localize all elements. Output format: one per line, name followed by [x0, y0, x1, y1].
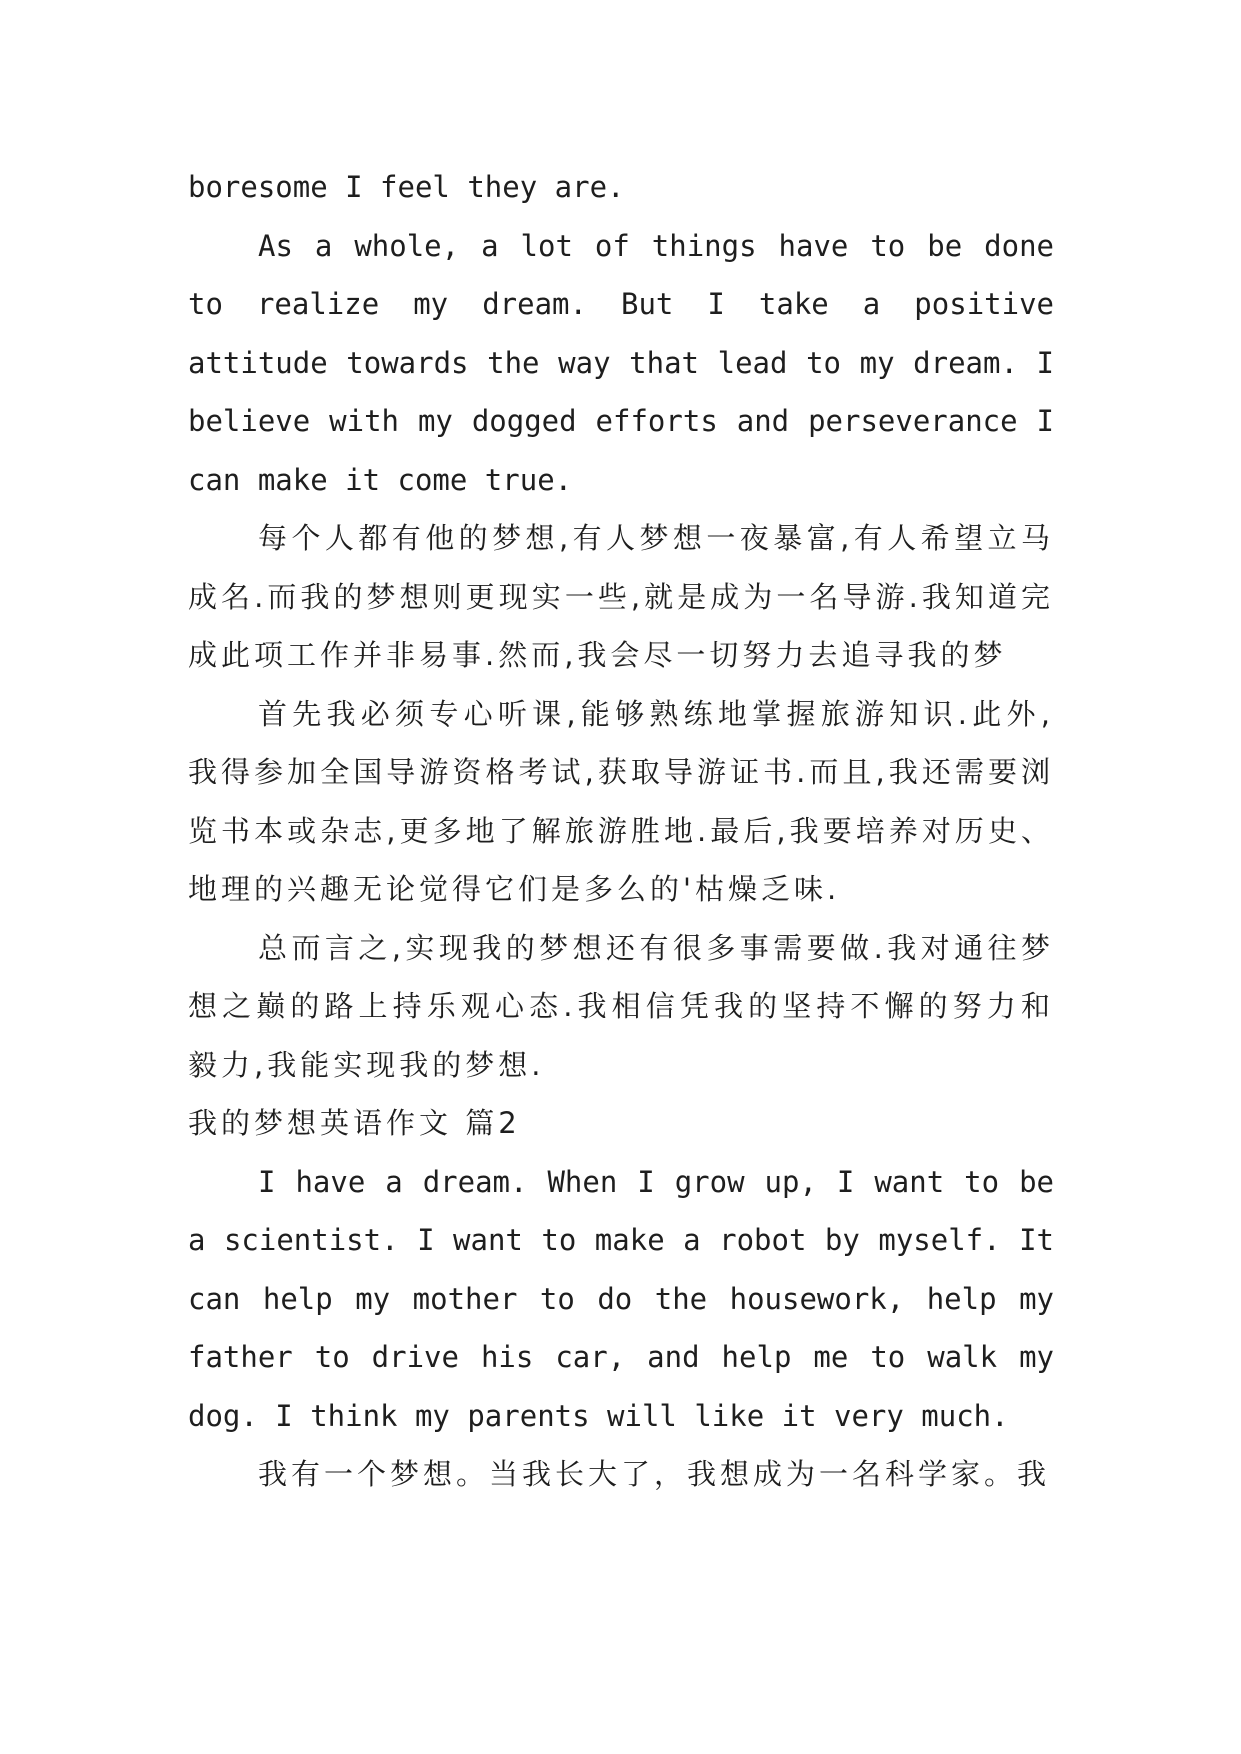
paragraph-english-conclusion: As a whole, a lot of things have to be done to realize my dream. But I take a positive attitude towards the way that lead to my dream. I believe with my dogged efforts and perseverance I can make it come true. [188, 228, 1054, 497]
paragraph-english-dream: I have a dream. When I grow up, I want to be a scientist. I want to make a robot by myself. It can help my mother to do the housework, help my father to drive his car, and help me to walk my dog. I think my parents will like it very much. [188, 1164, 1054, 1433]
paragraph-chinese-conclusion: 总而言之,实现我的梦想还有很多事需要做.我对通往梦想之巅的路上持乐观心态.我相信凭我的坚持不懈的努力和毅力,我能实现我的梦想. [188, 930, 1054, 1082]
paragraph-chinese-intro: 每个人都有他的梦想,有人梦想一夜暴富,有人希望立马成名.而我的梦想则更现实一些,就是成为一名导游.我知道完成此项工作并非易事.然而,我会尽一切努力去追寻我的梦 [188, 521, 1054, 672]
document-body [188, 158, 1054, 1504]
paragraph-chinese-dream: 我有一个梦想。当我长大了，我想成为一名科学家。我 [258, 1457, 1051, 1491]
paragraph-continuation: boresome I feel they are. [188, 170, 625, 204]
section-heading: 我的梦想英语作文 篇2 [188, 1106, 521, 1140]
paragraph-chinese-plan: 首先我必须专心听课,能够熟练地掌握旅游知识.此外,我得参加全国导游资格考试,获取导游证书.而且,我还需要浏览书本或杂志,更多地了解旅游胜地.最后,我要培养对历史、地理的兴趣无论觉得它们是多么的'枯燥乏味. [188, 696, 1054, 906]
